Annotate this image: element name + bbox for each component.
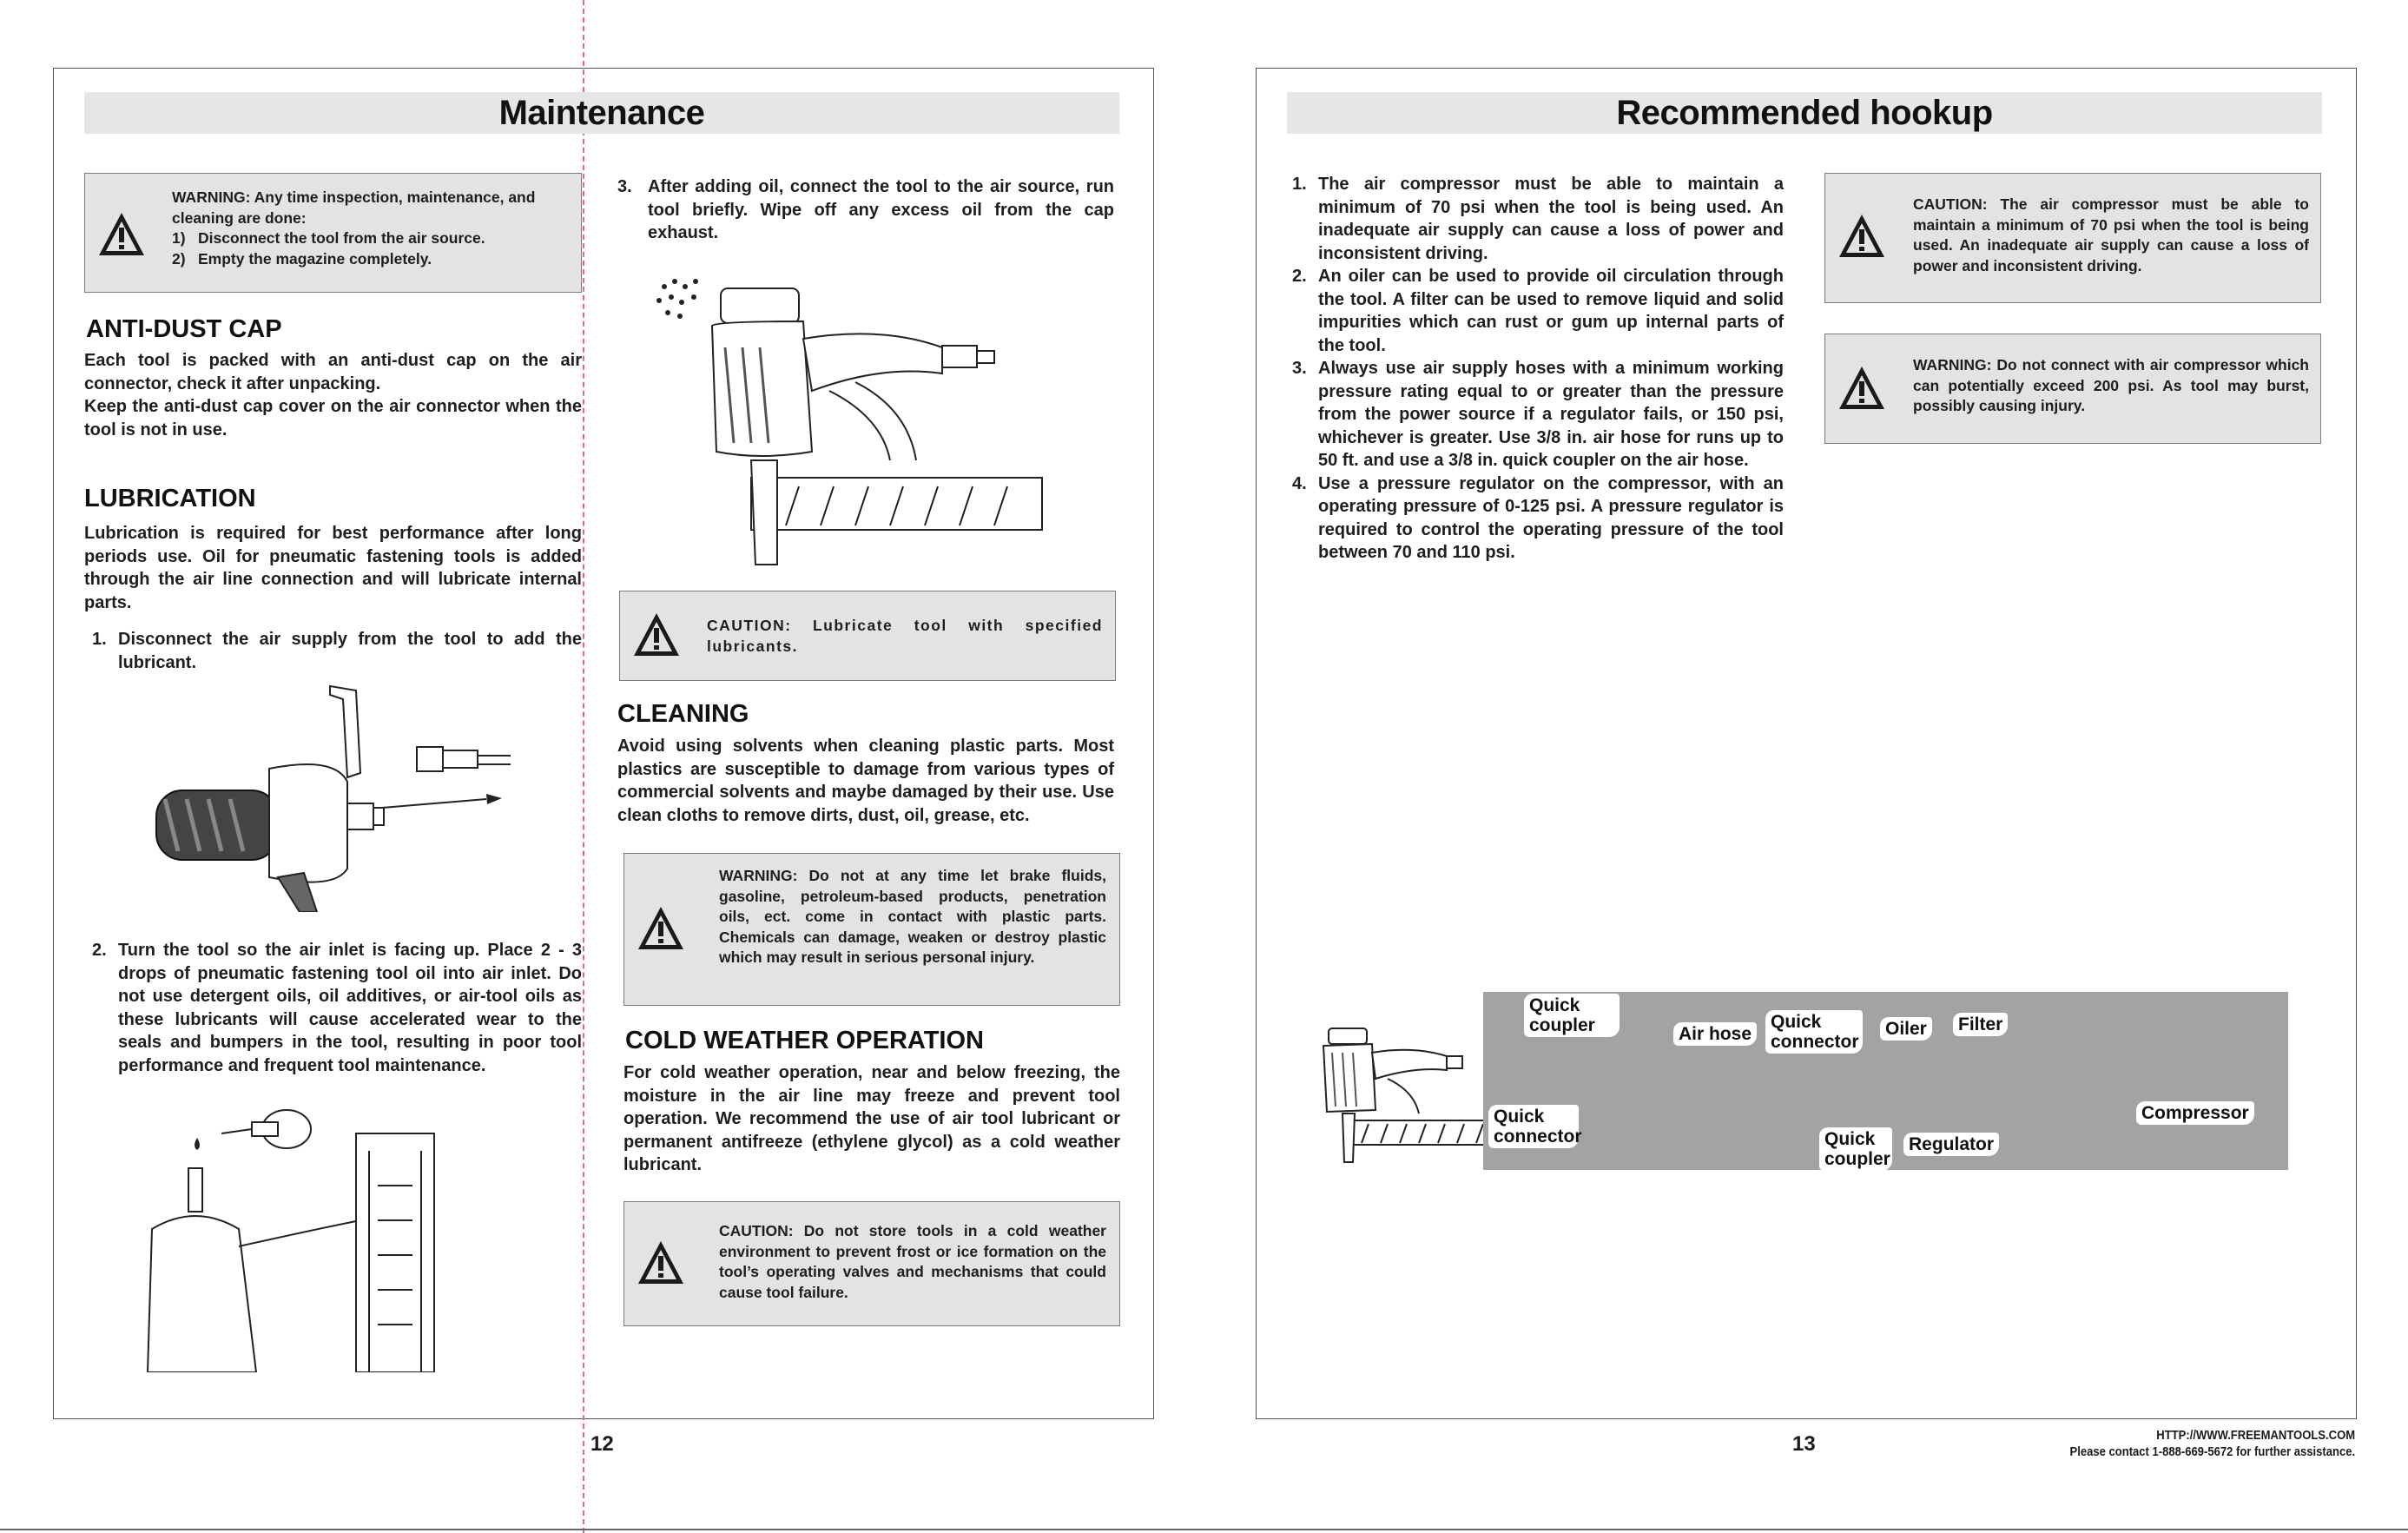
anti-dust-p1: Each tool is packed with an anti-dust cap on the air connector, check it after unpacking. (84, 351, 582, 393)
lubrication-step-2: 2. Turn the tool so the air inlet is facing up. Place 2 - 3 drops of pneumatic fastening tool oil into air inlet. Do not use detergent oils, oil additives, or air-tool oils as these lubricants will cause accelerated wear to the seals and bumpers in the tool, resulting in poor tool performance and frequent tool maintenance. (92, 941, 582, 1075)
cut-line (583, 0, 584, 1533)
warning-item-num: 2) (172, 249, 186, 268)
warning-fluids-box (623, 853, 1120, 1006)
cleaning-paragraph: Avoid using solvents when cleaning plastic parts. Most plastics are susceptible to damage from various types of commercial solvents and maybe damaged by their use. Use clean cloths to remove dirts, dust, oil, grease, etc. (617, 737, 1114, 825)
anti-dust-heading: ANTI-DUST CAP (86, 315, 282, 343)
footer-url[interactable]: HTTP://WWW.FREEMANTOOLS.COM (2156, 1429, 2355, 1443)
lubrication-heading: LUBRICATION (84, 485, 256, 512)
label-quick-coupler-top: Quick coupler (1524, 994, 1620, 1037)
hookup-stapler-illustration (1318, 1023, 1501, 1166)
warning-text: Any time inspection, maintenance, and cleaning are done: (172, 188, 536, 227)
warning-triangle-icon (1837, 212, 1886, 261)
anti-dust-p2: Keep the anti-dust cap cover on the air connector when the tool is not in use. (84, 397, 582, 439)
warning-text: Do not at any time let brake fluids, gasoline, petroleum-based products, penetration oils, ect. come in contact with plastic parts. Chemicals can damage, weaken or destroy plastic which may result in serious personal injury. (719, 867, 1106, 966)
label-compressor: Compressor (2136, 1101, 2254, 1125)
hookup-list-item: 4. Use a pressure regulator on the compressor, with an operating pressure of 0-125 psi. A pressure regulator is required to control the operating pressure of the tool between 70 and 110 psi. (1292, 473, 1784, 562)
footer-contact (2069, 1428, 2355, 1461)
page-number-right: 13 (1792, 1432, 1816, 1456)
warning-lead: WARNING: (1913, 356, 1992, 373)
bottom-rule (0, 1529, 2408, 1530)
warning-box (84, 173, 582, 293)
warning-lead: WARNING: (172, 188, 251, 206)
footer-phone: Please contact 1-888-669-5672 for further assistance. (2069, 1445, 2355, 1459)
warning-triangle-icon (632, 611, 681, 659)
hookup-list-item: 3. Always use air supply hoses with a minimum working pressure rating equal to or greater than the pressure from the power source if a regulator fails, or 150 psi, whichever is greater. Use 3/8 in. air hose for runs up to 50 ft. and use a 3/8 in. quick coupler on the air hose. (1292, 359, 1784, 470)
warning-pressure-box (1824, 334, 2321, 444)
warning-triangle-icon (637, 904, 685, 953)
label-oiler: Oiler (1880, 1017, 1932, 1041)
warning-item-num: 1) (172, 229, 186, 247)
oiling-tool-illustration (143, 1099, 447, 1372)
warning-item: Disconnect the tool from the air source. (198, 229, 485, 247)
caution-lead: CAUTION: (719, 1222, 794, 1239)
cold-weather-paragraph: For cold weather operation, near and below freezing, the moisture in the air line may freeze and prevent tool operation. We recommend the use of air tool lubricant or permanent antifreeze (ethylene glycol) as a cold weather lubricant. (623, 1063, 1120, 1174)
warning-text: Do not connect with air compressor which can potentially exceed 200 psi. As tool may burst, possibly causing injury. (1913, 356, 2309, 414)
label-quick-coupler-bottom: Quick coupler (1819, 1127, 1892, 1171)
warning-lead: WARNING: (719, 867, 798, 884)
caution-text: The air compressor must be able to maintain a minimum of 70 psi when the tool is being used. An inadequate air supply can cause a loss of power and inconsistent driving. (1913, 195, 2309, 274)
warning-triangle-icon (1837, 364, 1886, 413)
lubrication-intro: Lubrication is required for best performance after long periods use. Oil for pneumatic fastening tools is added through the air line connection and will lubricate internal parts. (84, 524, 582, 612)
cleaning-heading: CLEANING (617, 700, 749, 728)
caution-lead: CAUTION: (707, 617, 792, 634)
hookup-list (1292, 173, 1784, 565)
caution-lubricate-box (619, 591, 1116, 681)
caution-lead: CAUTION: (1913, 195, 1988, 213)
page-title-bar (1287, 92, 2322, 134)
caution-cold-box (623, 1201, 1120, 1326)
air-connector-illustration (148, 677, 512, 912)
caution-text: Do not store tools in a cold weather environment to prevent frost or ice formation on the tool’s operating valves and mechanisms that could cause tool failure. (719, 1222, 1106, 1301)
caution-compressor-box (1824, 173, 2321, 303)
label-air-hose: Air hose (1673, 1022, 1757, 1046)
page-title: Recommended hookup (1616, 93, 1993, 132)
anti-dust-paragraph (84, 349, 582, 441)
label-filter: Filter (1953, 1013, 2008, 1036)
page-number-left: 12 (590, 1432, 614, 1456)
stapler-exhaust-illustration (656, 278, 1046, 573)
warning-triangle-icon (97, 210, 146, 259)
lubrication-step-3: 3. After adding oil, connect the tool to the air source, run tool briefly. Wipe off any excess oil from the cap exhaust. (617, 177, 1114, 242)
hookup-list-item: 2. An oiler can be used to provide oil circulation through the tool. A filter can be used to remove liquid and solid impurities which can rust or gum up internal parts of the tool. (1292, 267, 1784, 355)
hookup-list-item: 1. The air compressor must be able to maintain a minimum of 70 psi when the tool is being used. An inadequate air supply can cause a loss of power and inconsistent driving. (1292, 175, 1784, 263)
label-regulator: Regulator (1903, 1133, 1999, 1156)
cold-weather-heading: COLD WEATHER OPERATION (625, 1027, 984, 1054)
label-quick-connector-bottom: Quick connector (1488, 1105, 1579, 1148)
warning-triangle-icon (637, 1239, 685, 1287)
hookup-diagram (1483, 992, 2288, 1170)
caution-text: Lubricate tool with specified lubricants. (707, 617, 1103, 655)
warning-item: Empty the magazine completely. (198, 249, 432, 268)
page-title: Maintenance (498, 93, 705, 132)
page-title-bar (84, 92, 1119, 134)
label-quick-connector-top: Quick connector (1765, 1010, 1863, 1054)
lubrication-step-1: 1. Disconnect the air supply from the tool to add the lubricant. (92, 630, 582, 672)
